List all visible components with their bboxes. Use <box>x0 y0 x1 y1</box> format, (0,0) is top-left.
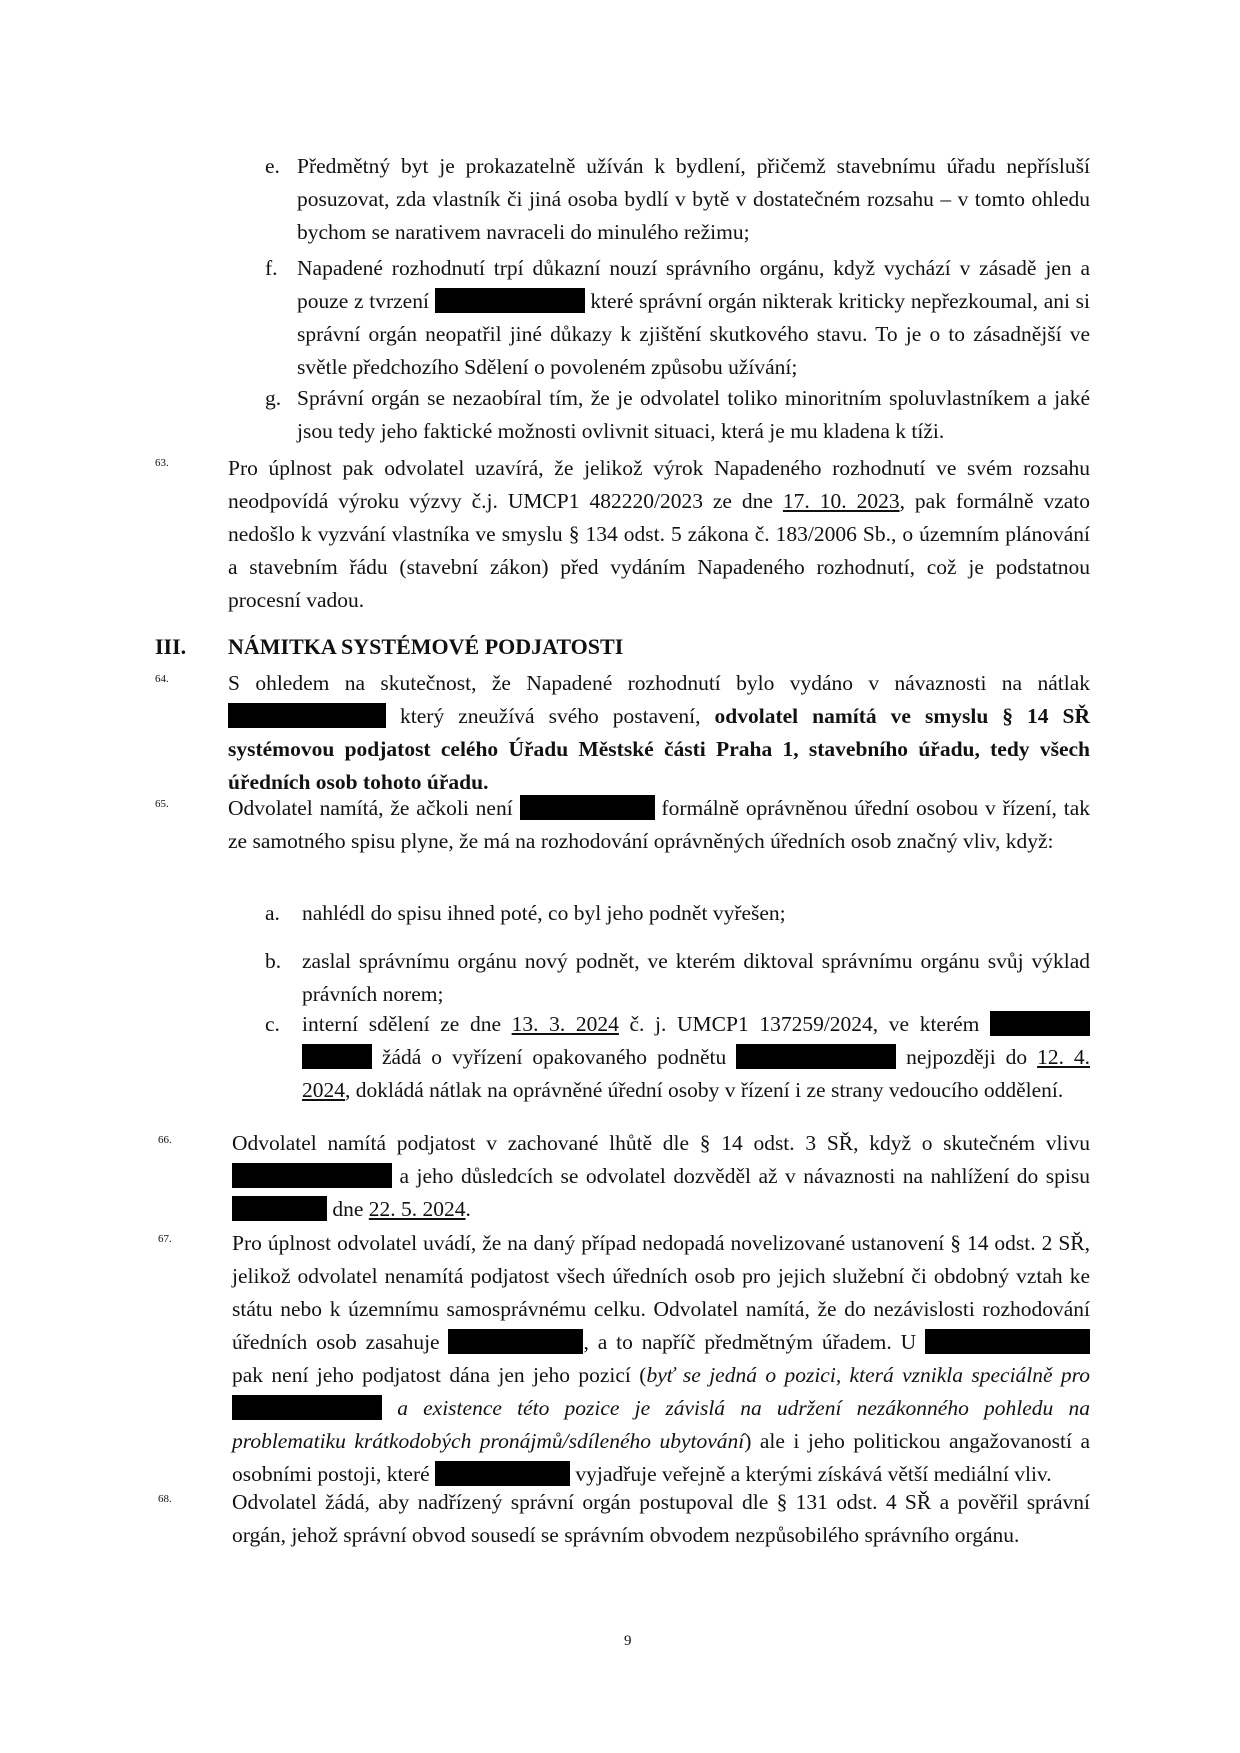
paragraph-number-66: 66. <box>158 1134 172 1146</box>
item-e-text: Předmětný byt je prokazatelně užíván k bydlení, přičemž stavebnímu úřadu nepřísluší posuzovat, zda vlastník či jiná osoba bydlí v bytě v dostatečném rozsahu – v tomto ohledu bychom se narativem navraceli do minulého režimu; <box>297 154 1090 244</box>
redaction-box <box>736 1044 896 1069</box>
redaction-box <box>232 1395 382 1420</box>
redaction-box <box>232 1163 392 1188</box>
redaction-box <box>228 703 386 728</box>
redaction-box <box>435 288 585 313</box>
date-link: 22. 5. 2024 <box>368 1197 466 1221</box>
paragraph-67: Pro úplnost odvolatel uvádí, že na daný případ nedopadá novelizované ustanovení § 14 odst. 2 SŘ, jelikož odvolatel nenamítá podjatost všech úředních osob pro jejich služební či obdobný vztah ke státu nebo k územnímu samosprávnému celku. Odvolatel namítá, že do nezávislosti rozhodování úředních osob zasahuje , a to napříč předmětným úřadem. U pak není jeho podjatost dána jen jeho pozicí (byť se jedná o pozici, která vznikla speciálně pro a existence této pozice je závislá na udržení nezákonného pohledu na problematiku krátkodobých pronájmů/sdíleného ubytování) ale i jeho politickou angažovaností a osobními postoji, které vyjadřuje veřejně a kterými získává větší mediální vliv. <box>232 1231 1091 1486</box>
redaction-box <box>448 1329 583 1354</box>
paragraph-68: Odvolatel žádá, aby nadřízený správní orgán postupoval dle § 131 odst. 4 SŘ a pověřil správní orgán, jehož správní obvod sousedí se správním obvodem nezpůsobilého správního orgánu. <box>232 1490 1090 1547</box>
paragraph-64: S ohledem na skutečnost, že Napadené rozhodnutí bylo vydáno v návaznosti na nátlak který zneužívá svého postavení, odvolatel namítá ve smyslu § 14 SŘ systémovou podjatost celého Úřadu Městské části Praha 1, stavebního úřadu, tedy všech úředních osob tohoto úřadu. <box>228 671 1091 794</box>
item-b-text: zaslal správnímu orgánu nový podnět, ve kterém diktoval správnímu orgánu svůj výklad právních norem; <box>302 949 1090 1006</box>
item-label-c: c. <box>265 1012 280 1036</box>
page-number: 9 <box>624 1633 632 1649</box>
item-c-text: interní sdělení ze dne 13. 3. 2024 č. j. UMCP1 137259/2024, ve kterém žádá o vyřízení opakovaného podnětu nejpozději do 12. 4. 2024, dokládá nátlak na oprávněné úřední osoby v řízení i ze strany vedoucího oddělení. <box>302 1012 1091 1102</box>
paragraph-number-64: 64. <box>155 673 169 685</box>
paragraph-65: Odvolatel namítá, že ačkoli není formálně oprávněnou úřední osobou v řízení, tak ze samotného spisu plyne, že má na rozhodování oprávněných úředních osob značný vliv, když: <box>228 796 1091 853</box>
item-g-text: Správní orgán se nezaobíral tím, že je odvolatel toliko minoritním spoluvlastníkem a jaké jsou tedy jeho faktické možnosti ovlivnit situaci, která je mu kladena k tíži. <box>297 386 1090 443</box>
paragraph-66: Odvolatel namítá podjatost v zachované lhůtě dle § 14 odst. 3 SŘ, když o skutečném vlivu a jeho důsledcích se odvolatel dozvěděl až v návaznosti na nahlížení do spisu dne 22. 5. 2024. <box>232 1131 1091 1221</box>
item-label-e: e. <box>265 154 280 178</box>
item-f-text: Napadené rozhodnutí trpí důkazní nouzí správního orgánu, když vychází v zásadě jen a pouze z tvrzení které správní orgán nikterak kriticky nepřezkoumal, ani si správní orgán neopatřil jiné důkazy k zjištění skutkového stavu. To je o to zásadnější ve světle předchozího Sdělení o povoleném způsobu užívání; <box>297 256 1090 379</box>
section-number: III. <box>155 634 187 659</box>
section-title: NÁMITKA SYSTÉMOVÉ PODJATOSTI <box>228 634 624 659</box>
redaction-box <box>435 1461 570 1486</box>
redaction-box <box>990 1011 1090 1036</box>
paragraph-number-65: 65. <box>155 798 169 810</box>
item-a-text: nahlédl do spisu ihned poté, co byl jeho podnět vyřešen; <box>302 901 786 925</box>
item-label-f: f. <box>265 256 278 280</box>
item-label-a: a. <box>265 901 280 925</box>
date-link: 13. 3. 2024 <box>511 1012 619 1036</box>
redaction-box <box>232 1196 327 1221</box>
item-label-g: g. <box>265 386 282 410</box>
date-link: 17. 10. 2023 <box>782 489 900 513</box>
redaction-box <box>302 1044 372 1069</box>
date-link: 12. 4. 2024 <box>302 1045 1091 1102</box>
paragraph-number-67: 67. <box>158 1233 172 1245</box>
paragraph-63: Pro úplnost pak odvolatel uzavírá, že jelikož výrok Napadeného rozhodnutí ve svém rozsahu neodpovídá výroku výzvy č.j. UMCP1 482220/2023 ze dne 17. 10. 2023, pak formálně vzato nedošlo k vyzvání vlastníka ve smyslu § 134 odst. 5 zákona č. 183/2006 Sb., o územním plánování a stavebním řádu (stavební zákon) před vydáním Napadeného rozhodnutí, což je podstatnou procesní vadou. <box>228 456 1091 612</box>
paragraph-number-63: 63. <box>155 457 169 469</box>
paragraph-number-68: 68. <box>158 1493 172 1505</box>
item-label-b: b. <box>265 949 282 973</box>
redaction-box <box>520 795 655 820</box>
redaction-box <box>925 1329 1090 1354</box>
